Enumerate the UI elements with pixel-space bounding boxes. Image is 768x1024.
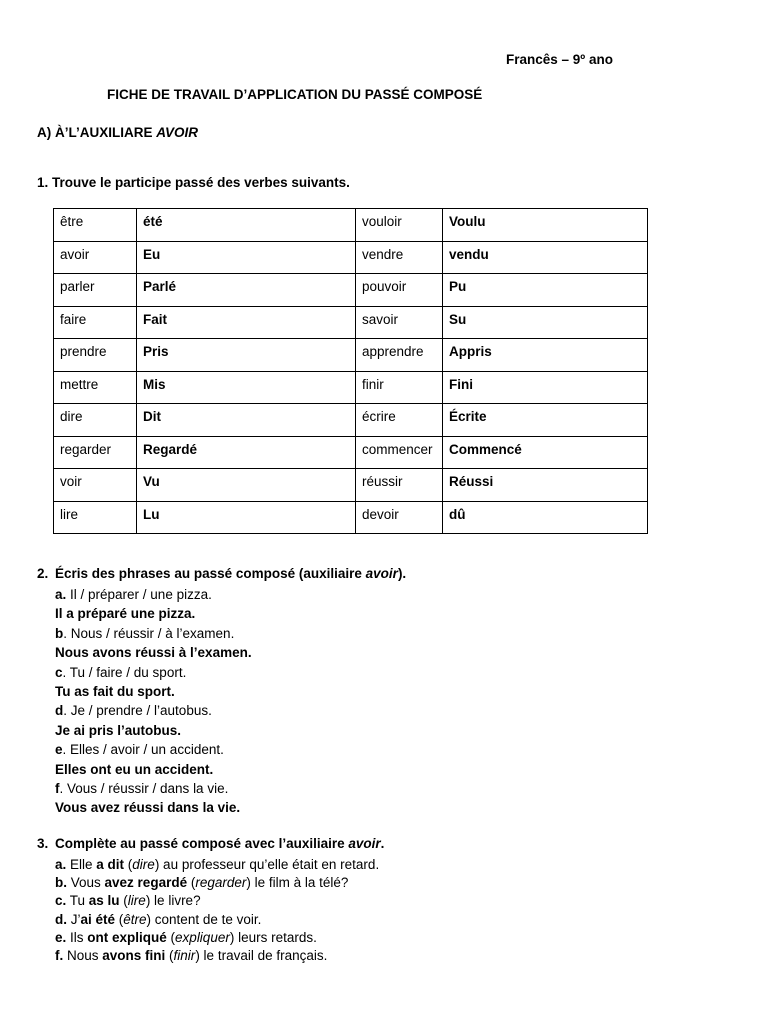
item-answer: a dit: [96, 857, 125, 872]
verb-cell: vouloir: [356, 209, 443, 242]
verb-cell: lire: [54, 501, 137, 534]
verb-cell: devoir: [356, 501, 443, 534]
item-text: ) le film à la télé?: [246, 875, 349, 891]
exercise3-item: [55, 910, 261, 929]
participle-cell: dû: [443, 501, 648, 534]
verb-cell: vendre: [356, 241, 443, 274]
participle-cell: vendu: [443, 241, 648, 274]
prompt-text: . Vous / réussir / dans la vie.: [59, 781, 229, 796]
table-row: [54, 404, 648, 437]
verb-cell: finir: [356, 371, 443, 404]
section-heading-text: A) À’L’AUXILIARE: [37, 125, 157, 140]
participle-cell: Parlé: [137, 274, 356, 307]
prompt-text: . Je / prendre / l’autobus.: [63, 703, 212, 719]
item-text: (: [166, 929, 176, 945]
item-text: Elle: [66, 857, 97, 872]
table-row: [54, 436, 648, 469]
item-text: ) content de te voir.: [146, 911, 262, 927]
table-row: [54, 501, 648, 534]
participle-cell: Fait: [137, 306, 356, 339]
item-text: Tu: [66, 893, 89, 909]
exercise3-heading: [55, 836, 384, 851]
participle-cell: Dit: [137, 404, 356, 437]
item-text: ) leurs retards.: [229, 929, 317, 945]
item-verb: regarder: [195, 875, 247, 891]
table-row: [54, 274, 648, 307]
item-text: ) le livre?: [145, 893, 201, 909]
prompt-text: Il / préparer / une pizza.: [66, 587, 212, 602]
item-text: ) au professeur qu’elle était en retard.: [154, 857, 380, 872]
item-verb: être: [123, 911, 147, 927]
verb-cell: savoir: [356, 306, 443, 339]
exercise3-heading-end: .: [380, 836, 385, 851]
exercise3-heading-emphasis: avoir: [348, 836, 381, 851]
exercise2-answer: Il a préparé une pizza.: [55, 606, 196, 622]
item-text: ) le travail de français.: [195, 948, 328, 963]
table-row: [54, 371, 648, 404]
section-heading: [37, 125, 198, 140]
participle-cell: Mis: [137, 371, 356, 404]
participle-cell: été: [137, 209, 356, 242]
item-answer: avez regardé: [104, 875, 188, 891]
exercise2-answer: Je ai pris l’autobus.: [55, 722, 182, 738]
verb-cell: prendre: [54, 339, 137, 372]
verb-cell: voir: [54, 469, 137, 502]
exercise2-prompt: [55, 740, 224, 759]
item-answer: as lu: [88, 893, 120, 909]
table-row: [54, 209, 648, 242]
verb-cell: pouvoir: [356, 274, 443, 307]
verb-cell: mettre: [54, 371, 137, 404]
verb-cell: réussir: [356, 469, 443, 502]
prompt-text: . Tu / faire / du sport.: [62, 664, 187, 680]
verb-cell: avoir: [54, 241, 137, 274]
participle-cell: Écrite: [443, 404, 648, 437]
participle-cell: Su: [443, 306, 648, 339]
class-label: Francês – 9º ano: [506, 52, 613, 67]
prompt-text: . Nous / réussir / à l’examen.: [63, 625, 235, 641]
participle-table: [53, 208, 648, 534]
exercise2-prompt: [55, 779, 228, 798]
participle-cell: Vu: [137, 469, 356, 502]
item-text: (: [165, 948, 174, 963]
item-letter: f: [55, 781, 60, 796]
verb-cell: écrire: [356, 404, 443, 437]
item-text: Vous: [67, 875, 105, 891]
item-letter: d.: [55, 911, 67, 927]
exercise3-number: 3.: [37, 836, 49, 851]
participle-cell: Réussi: [443, 469, 648, 502]
table-row: [54, 339, 648, 372]
exercise2-answer: Vous avez réussi dans la vie.: [55, 800, 241, 816]
exercise3-item: [55, 873, 348, 892]
prompt-text: . Elles / avoir / un accident.: [62, 742, 224, 758]
item-letter: c.: [55, 893, 67, 909]
item-answer: avons fini: [102, 948, 166, 963]
participle-cell: Pris: [137, 339, 356, 372]
exercise2-heading: [55, 566, 406, 581]
item-letter: e: [55, 742, 63, 758]
item-letter: b.: [55, 875, 67, 891]
item-verb: finir: [173, 948, 196, 963]
exercise3-item: [55, 946, 327, 965]
exercise1-heading: 1. Trouve le participe passé des verbes suivants.: [37, 175, 350, 190]
exercise2-prompt: [55, 585, 212, 604]
item-text: Nous: [63, 948, 103, 963]
exercise2-answer: Nous avons réussi à l’examen.: [55, 645, 252, 661]
exercise2-number: 2.: [37, 566, 49, 581]
item-verb: expliquer: [175, 929, 230, 945]
verb-cell: parler: [54, 274, 137, 307]
verb-cell: dire: [54, 404, 137, 437]
table-row: [54, 469, 648, 502]
exercise2-prompt: [55, 701, 212, 720]
item-letter: a.: [55, 857, 67, 872]
exercise2-heading-text: Écris des phrases au passé composé (auxiliaire: [55, 566, 366, 581]
exercise3-heading-text: Complète au passé composé avec l’auxiliaire: [55, 836, 349, 851]
item-verb: dire: [132, 857, 155, 872]
item-text: (: [124, 857, 133, 872]
exercise2-answer: Tu as fait du sport.: [55, 684, 175, 699]
exercise2-heading-emphasis: avoir: [365, 566, 398, 581]
exercise2-prompt: [55, 624, 234, 643]
participle-cell: Appris: [443, 339, 648, 372]
section-heading-emphasis: AVOIR: [156, 125, 199, 140]
item-text: (: [119, 893, 128, 909]
participle-cell: Lu: [137, 501, 356, 534]
exercise3-item: [55, 855, 379, 874]
item-letter: f.: [55, 948, 64, 963]
table-row: [54, 306, 648, 339]
exercise2-heading-end: ).: [397, 566, 407, 581]
participle-cell: Fini: [443, 371, 648, 404]
participle-cell: Regardé: [137, 436, 356, 469]
item-letter: e.: [55, 929, 67, 945]
verb-cell: regarder: [54, 436, 137, 469]
participle-cell: Pu: [443, 274, 648, 307]
participle-cell: Voulu: [443, 209, 648, 242]
verb-cell: faire: [54, 306, 137, 339]
exercise3-item: [55, 928, 317, 947]
verb-cell: être: [54, 209, 137, 242]
item-verb: lire: [127, 893, 146, 909]
item-letter: b: [55, 625, 64, 641]
participle-cell: Eu: [137, 241, 356, 274]
exercise3-item: [55, 891, 201, 910]
item-text: (: [187, 875, 196, 891]
item-letter: d: [55, 703, 64, 719]
item-answer: ont expliqué: [87, 929, 167, 945]
item-letter: a.: [55, 587, 67, 602]
page-title: FICHE DE TRAVAIL D’APPLICATION DU PASSÉ COMPOSÉ: [107, 87, 483, 102]
item-text: (: [115, 911, 124, 927]
exercise2-prompt: [55, 663, 186, 682]
item-letter: c: [55, 664, 63, 680]
participle-cell: Commencé: [443, 436, 648, 469]
item-text: J’: [67, 911, 81, 927]
table-row: [54, 241, 648, 274]
item-answer: ai été: [80, 911, 116, 927]
verb-cell: commencer: [356, 436, 443, 469]
exercise2-answer: Elles ont eu un accident.: [55, 761, 214, 777]
verb-cell: apprendre: [356, 339, 443, 372]
item-text: Ils: [66, 929, 88, 945]
